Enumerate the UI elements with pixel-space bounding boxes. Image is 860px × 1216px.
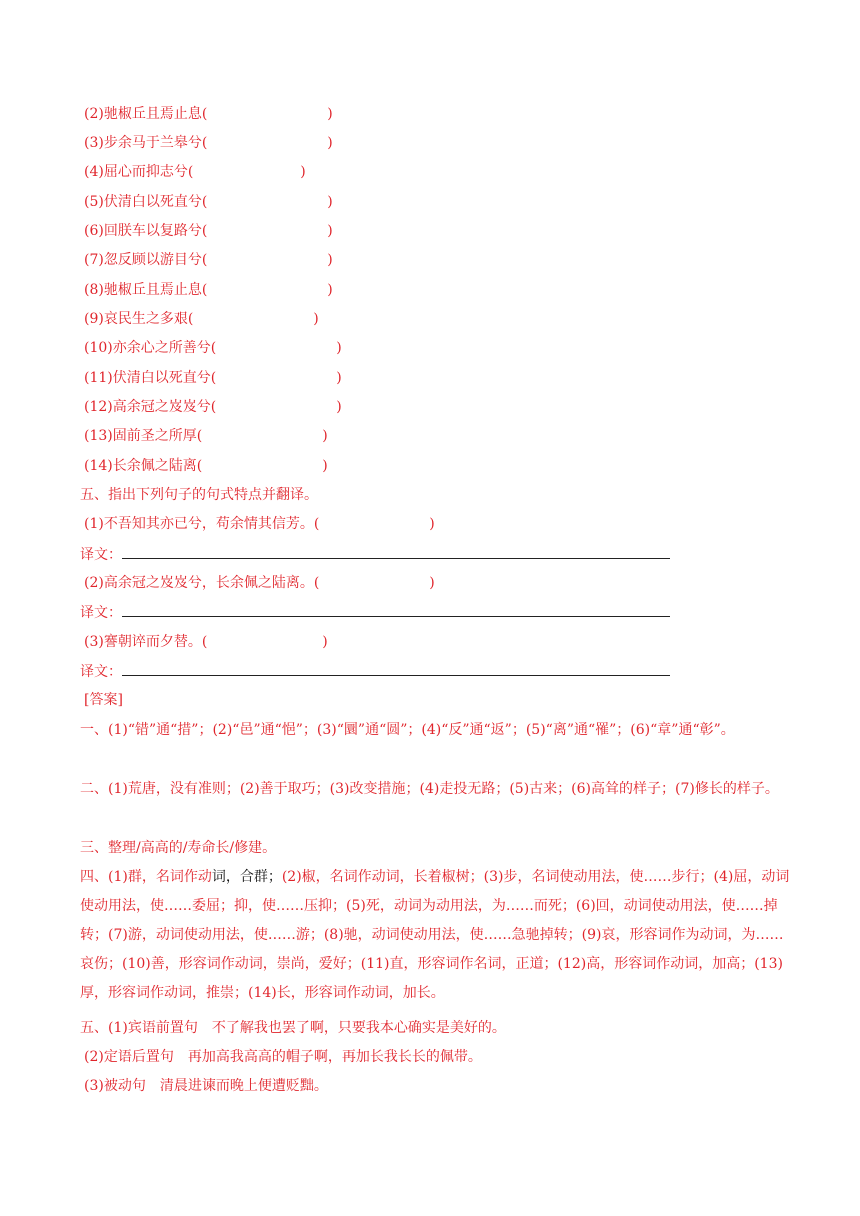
answer-5-2: (2)定语后置句 再加高我高高的帽子啊，再加长我长长的佩带。 [84,1049,482,1065]
item-2: (2)驰椒丘且焉止息( ) [84,106,333,122]
translation-line-2: 译文： [80,602,670,623]
item-8: (8)驰椒丘且焉止息( ) [84,282,333,298]
answer-4: 四、(1)群，名词作动词，合群；(2)椒，名词作动词，长着椒树；(3)步，名词使动用法，使……步行；(4)屈，动词使动用法，使……委屈；抑，使……压抑；(5)死，动词为动用法，为……而死；(6)回，动词使动用法，使……掉转；(7)游，动词使动用法，使……游；(8)驰，动词使动用法，使……急驰掉转；(9)哀，形容词作为动词，为……哀伤；(10)善，形容词作动词，崇尚，爱好；(11)直，形容词作名词，正道；(12)高，形容词作动词，加高；(13)厚，形容词作动词，推崇；(14)长，形容词作动词，加长。 [80,869,790,1001]
item-6: (6)回朕车以复路兮( ) [84,223,333,239]
answer-blank [122,544,670,559]
translation-line-3: 译文： [80,661,670,682]
answer-label: [答案] [84,692,123,708]
answer-1: 一、(1)“错”通“措”；(2)“邑”通“悒”；(3)“圜”通“圆”；(4)“反”通“返”；(5)“离”通“罹”；(6)“章”通“彰”。 [80,722,735,738]
translation-line-1: 译文： [80,544,670,565]
section5-item-2: (2)高余冠之岌岌兮，长余佩之陆离。( ) [84,575,435,591]
item-13: (13)固前圣之所厚( ) [84,428,328,444]
item-7: (7)忽反顾以游目兮( ) [84,252,333,268]
answer-blank [122,602,670,617]
item-3: (3)步余马于兰皋兮( ) [84,135,333,151]
item-9: (9)哀民生之多艰( ) [84,311,319,327]
item-14: (14)长余佩之陆离( ) [84,458,328,474]
item-4: (4)屈心而抑志兮( ) [84,164,306,180]
section5-heading: 五、指出下列句子的句式特点并翻译。 [80,487,318,503]
item-12: (12)高余冠之岌岌兮( ) [84,399,342,415]
section5-item-1: (1)不吾知其亦已兮，苟余情其信芳。( ) [84,516,435,532]
answer-3: 三、整理/高高的/寿命长/修建。 [80,840,277,856]
item-10: (10)亦余心之所善兮( ) [84,340,342,356]
item-5: (5)伏清白以死直兮( ) [84,194,333,210]
section5-item-3: (3)謇朝谇而夕替。( ) [84,634,328,650]
answer-blank [122,661,670,676]
item-11: (11)伏清白以死直兮( ) [84,370,342,386]
answer-2: 二、(1)荒唐，没有准则；(2)善于取巧；(3)改变措施；(4)走投无路；(5)古来；(6)高耸的样子；(7)修长的样子。 [80,781,779,797]
answer-5-3: (3)被动句 清晨进谏而晚上便遭贬黜。 [84,1078,328,1094]
answer-5-1: 五、(1)宾语前置句 不了解我也罢了啊，只要我本心确实是美好的。 [80,1020,506,1036]
